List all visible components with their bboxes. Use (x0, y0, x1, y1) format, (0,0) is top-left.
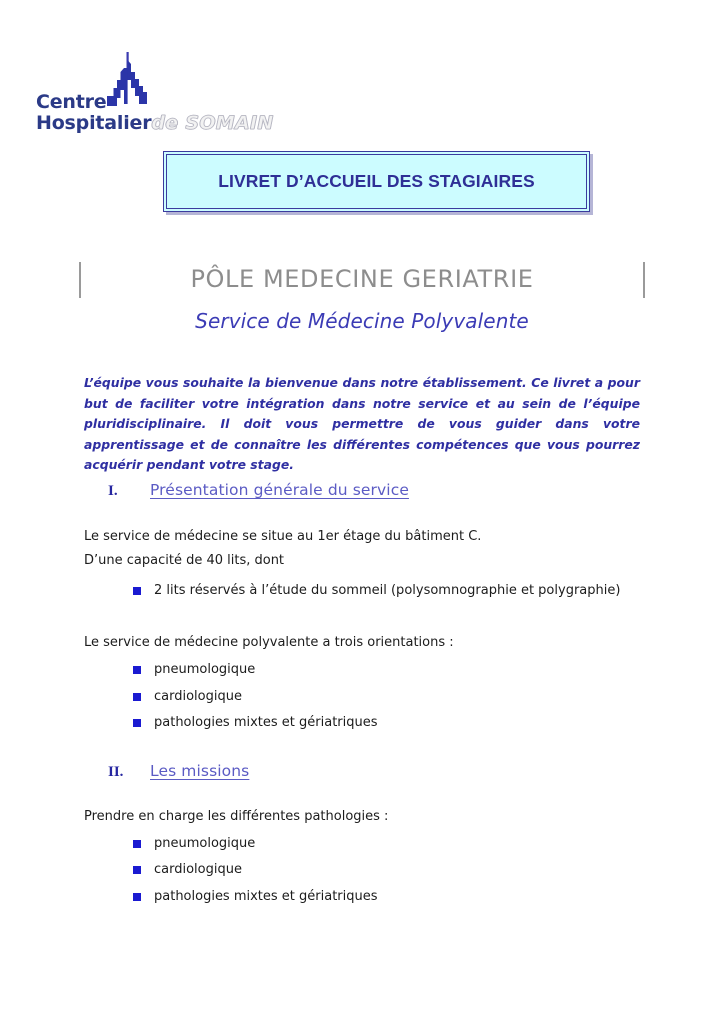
list-item (133, 714, 378, 732)
list-item-label: pathologies mixtes et gériatriques (154, 889, 378, 904)
list-item-label: pathologies mixtes et gériatriques (154, 715, 378, 730)
list-item (133, 861, 242, 879)
section-numeral-1: I. (108, 483, 118, 499)
square-bullet-icon (133, 693, 141, 701)
pole-heading-row (0, 262, 724, 298)
intro-paragraph: L’équipe vous souhaite la bienvenue dans notre établissement. Ce livret a pour but de faciliter votre intégration dans notre service et au sein de l’équipe pluridisciplinaire. Il doit vous permettre de vous guider dans votre apprentissage et de connaître les différentes compétences que vous pourrez acquérir pendant votre stage. (84, 375, 640, 472)
paragraph-1-3: Le service de médecine polyvalente a trois orientations : (84, 635, 454, 650)
square-bullet-icon (133, 666, 141, 674)
list-item-label: 2 lits réservés à l’étude du sommeil (polysomnographie et polygraphie) (154, 583, 621, 598)
square-bullet-icon (133, 866, 141, 874)
square-bullet-icon (133, 840, 141, 848)
section-heading-2 (108, 762, 249, 781)
section-heading-1 (108, 481, 409, 500)
paragraph-2-1: Prendre en charge les différentes pathologies : (84, 809, 389, 824)
list-item-label: cardiologique (154, 862, 242, 877)
list-item (133, 688, 242, 706)
document-title-box (163, 151, 590, 212)
list-item (133, 888, 378, 906)
square-bullet-icon (133, 893, 141, 901)
square-bullet-icon (133, 719, 141, 727)
paragraph-1-1: Le service de médecine se situe au 1er étage du bâtiment C. (84, 529, 482, 544)
section-numeral-2: II. (108, 764, 124, 780)
list-item (133, 835, 255, 853)
hospital-logo (36, 52, 274, 138)
list-item-label: pneumologique (154, 836, 256, 851)
paragraph-1-2: D’une capacité de 40 lits, dont (84, 553, 285, 568)
logo-line-1: Centre (36, 91, 107, 113)
list-item (133, 661, 255, 679)
list-item-label: cardiologique (154, 689, 242, 704)
square-bullet-icon (133, 587, 141, 595)
logo-wordmark (36, 92, 274, 133)
logo-line-2: Hospitalier (36, 111, 152, 134)
section-title-2: Les missions (150, 762, 250, 780)
section-title-1: Présentation générale du service (150, 481, 409, 499)
list-item (133, 582, 620, 600)
list-item-label: pneumologique (154, 662, 256, 677)
logo-somain-text: de SOMAIN (151, 111, 274, 134)
pole-title: PÔLE MEDECINE GERIATRIE (190, 265, 534, 293)
document-title: LIVRET D’ACCUEIL DES STAGIAIRES (218, 171, 535, 191)
service-subtitle: Service de Médecine Polyvalente (195, 309, 529, 333)
